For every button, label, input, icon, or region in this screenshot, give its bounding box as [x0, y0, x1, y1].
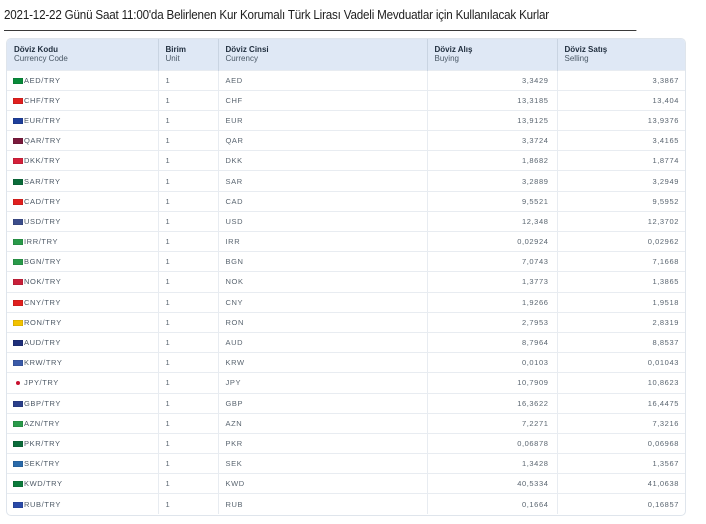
- table-header-row: [7, 39, 686, 70]
- unit-cell: 1: [158, 332, 218, 352]
- buying-cell: 7,0743: [427, 252, 557, 272]
- currency-code-cell: [7, 474, 158, 494]
- currency-code-cell: [7, 454, 158, 474]
- currency-cell: AUD: [218, 332, 427, 352]
- currency-cell: CHF: [218, 90, 427, 110]
- table-row: [7, 171, 686, 191]
- switzerland-flag-icon: [13, 98, 23, 104]
- selling-cell: 12,3702: [557, 211, 686, 231]
- currency-cell: PKR: [218, 433, 427, 453]
- currency-code-cell: [7, 292, 158, 312]
- currency-cell: JPY: [218, 373, 427, 393]
- currency-code: NOK/TRY: [24, 277, 62, 287]
- currency-cell: SAR: [218, 171, 427, 191]
- currency-cell: GBP: [218, 393, 427, 413]
- selling-cell: 3,3867: [557, 70, 686, 90]
- page-title: 2021-12-22 Günü Saat 11:00'da Belirlenen Kur Korumalı Türk Lirası Vadeli Mevduatlar için Kullanılacak Kurlar: [4, 0, 636, 31]
- table-row: [7, 110, 686, 130]
- sweden-flag-icon: [13, 461, 23, 467]
- south-korea-flag-icon: [13, 360, 23, 366]
- exchange-rate-table-panel: [6, 38, 686, 516]
- currency-code: EUR/TRY: [24, 115, 61, 125]
- australia-flag-icon: [13, 340, 23, 346]
- header-currency-code: Döviz Kodu Currency Code: [7, 39, 158, 70]
- buying-cell: 1,9266: [427, 292, 557, 312]
- kuwait-flag-icon: [13, 481, 23, 487]
- table-row: [7, 70, 686, 90]
- currency-code-cell: [7, 171, 158, 191]
- currency-code-cell: [7, 90, 158, 110]
- selling-cell: 1,8774: [557, 151, 686, 171]
- table-row: [7, 292, 686, 312]
- buying-cell: 12,348: [427, 211, 557, 231]
- unit-cell: 1: [158, 474, 218, 494]
- selling-cell: 0,02962: [557, 232, 686, 252]
- currency-code-cell: [7, 191, 158, 211]
- buying-cell: 3,3429: [427, 70, 557, 90]
- unit-cell: 1: [158, 353, 218, 373]
- usa-flag-icon: [13, 219, 23, 225]
- table-row: [7, 151, 686, 171]
- selling-cell: 9,5952: [557, 191, 686, 211]
- currency-cell: QAR: [218, 131, 427, 151]
- selling-cell: 7,3216: [557, 413, 686, 433]
- currency-code-cell: [7, 353, 158, 373]
- currency-cell: AZN: [218, 413, 427, 433]
- currency-code-cell: [7, 272, 158, 292]
- table-row: [7, 191, 686, 211]
- currency-cell: BGN: [218, 252, 427, 272]
- currency-code: PKR/TRY: [24, 438, 61, 448]
- currency-code: KWD/TRY: [24, 479, 63, 489]
- selling-cell: 3,4165: [557, 131, 686, 151]
- buying-cell: 7,2271: [427, 413, 557, 433]
- currency-cell: CAD: [218, 191, 427, 211]
- unit-cell: 1: [158, 413, 218, 433]
- unit-cell: 1: [158, 70, 218, 90]
- table-row: [7, 474, 686, 494]
- currency-code-cell: [7, 131, 158, 151]
- unit-cell: 1: [158, 292, 218, 312]
- table-row: [7, 312, 686, 332]
- currency-code: JPY/TRY: [24, 378, 59, 388]
- currency-code: KRW/TRY: [24, 358, 63, 368]
- currency-cell: RUB: [218, 494, 427, 514]
- exchange-rate-table: [7, 39, 686, 514]
- table-row: [7, 413, 686, 433]
- buying-cell: 0,1664: [427, 494, 557, 514]
- table-row: [7, 90, 686, 110]
- selling-cell: 13,404: [557, 90, 686, 110]
- currency-code-cell: [7, 494, 158, 514]
- canada-flag-icon: [13, 199, 23, 205]
- unit-cell: 1: [158, 151, 218, 171]
- unit-cell: 1: [158, 494, 218, 514]
- currency-code: AED/TRY: [24, 75, 61, 85]
- buying-cell: 1,3773: [427, 272, 557, 292]
- buying-cell: 0,06878: [427, 433, 557, 453]
- table-row: [7, 232, 686, 252]
- table-row: [7, 494, 686, 514]
- bulgaria-flag-icon: [13, 259, 23, 265]
- currency-cell: KWD: [218, 474, 427, 494]
- currency-code-cell: [7, 433, 158, 453]
- buying-cell: 10,7909: [427, 373, 557, 393]
- selling-cell: 0,06968: [557, 433, 686, 453]
- currency-code-cell: [7, 70, 158, 90]
- table-row: [7, 332, 686, 352]
- pakistan-flag-icon: [13, 441, 23, 447]
- selling-cell: 0,16857: [557, 494, 686, 514]
- saudi-arabia-flag-icon: [13, 179, 23, 185]
- unit-cell: 1: [158, 131, 218, 151]
- currency-code: USD/TRY: [24, 216, 61, 226]
- uk-flag-icon: [13, 401, 23, 407]
- currency-code: CAD/TRY: [24, 196, 61, 206]
- table-body: [7, 70, 686, 514]
- buying-cell: 3,2889: [427, 171, 557, 191]
- buying-cell: 40,5334: [427, 474, 557, 494]
- azerbaijan-flag-icon: [13, 421, 23, 427]
- header-selling: Döviz Satış Selling: [564, 45, 608, 64]
- selling-cell: 13,9376: [557, 110, 686, 130]
- currency-code: CHF/TRY: [24, 95, 61, 105]
- currency-code-cell: [7, 332, 158, 352]
- currency-cell: AED: [218, 70, 427, 90]
- currency-code: RON/TRY: [24, 317, 62, 327]
- buying-cell: 16,3622: [427, 393, 557, 413]
- selling-cell: 8,8537: [557, 332, 686, 352]
- iran-flag-icon: [13, 239, 23, 245]
- currency-code-cell: [7, 151, 158, 171]
- currency-cell: IRR: [218, 232, 427, 252]
- russia-flag-icon: [13, 502, 23, 508]
- currency-code: SEK/TRY: [24, 459, 61, 469]
- currency-code: CNY/TRY: [24, 297, 61, 307]
- unit-cell: 1: [158, 110, 218, 130]
- selling-cell: 10,8623: [557, 373, 686, 393]
- unit-cell: 1: [158, 252, 218, 272]
- currency-code: AUD/TRY: [24, 338, 61, 348]
- buying-cell: 3,3724: [427, 131, 557, 151]
- buying-cell: 0,0103: [427, 353, 557, 373]
- unit-cell: 1: [158, 90, 218, 110]
- eu-flag-icon: [13, 118, 23, 124]
- selling-cell: 1,9518: [557, 292, 686, 312]
- currency-code-cell: [7, 312, 158, 332]
- selling-cell: 3,2949: [557, 171, 686, 191]
- unit-cell: 1: [158, 211, 218, 231]
- buying-cell: 9,5521: [427, 191, 557, 211]
- currency-cell: USD: [218, 211, 427, 231]
- selling-cell: 1,3865: [557, 272, 686, 292]
- buying-cell: 13,9125: [427, 110, 557, 130]
- header-unit: Birim Unit: [158, 39, 218, 70]
- currency-code: DKK/TRY: [24, 156, 61, 166]
- selling-cell: 7,1668: [557, 252, 686, 272]
- buying-cell: 13,3185: [427, 90, 557, 110]
- header-currency: Döviz Cinsi Currency: [218, 39, 427, 70]
- romania-flag-icon: [13, 320, 23, 326]
- qatar-flag-icon: [13, 138, 23, 144]
- buying-cell: 1,8682: [427, 151, 557, 171]
- unit-cell: 1: [158, 433, 218, 453]
- unit-cell: 1: [158, 232, 218, 252]
- table-row: [7, 433, 686, 453]
- currency-cell: CNY: [218, 292, 427, 312]
- currency-code-cell: [7, 373, 158, 393]
- currency-code-cell: [7, 110, 158, 130]
- table-row: [7, 272, 686, 292]
- table-row: [7, 211, 686, 231]
- unit-cell: 1: [158, 312, 218, 332]
- unit-cell: 1: [158, 191, 218, 211]
- currency-cell: SEK: [218, 454, 427, 474]
- unit-cell: 1: [158, 171, 218, 191]
- selling-cell: 0,01043: [557, 353, 686, 373]
- currency-code-cell: [7, 252, 158, 272]
- table-row: [7, 393, 686, 413]
- selling-cell: 1,3567: [557, 454, 686, 474]
- currency-code: QAR/TRY: [24, 136, 62, 146]
- table-row: [7, 131, 686, 151]
- unit-cell: 1: [158, 272, 218, 292]
- unit-cell: 1: [158, 393, 218, 413]
- table-row: [7, 373, 686, 393]
- buying-cell: 2,7953: [427, 312, 557, 332]
- buying-cell: 0,02924: [427, 232, 557, 252]
- header-buying: Döviz Alış Buying: [427, 39, 557, 70]
- currency-code-cell: [7, 211, 158, 231]
- japan-flag-icon: [13, 380, 23, 386]
- unit-cell: 1: [158, 454, 218, 474]
- currency-code: AZN/TRY: [24, 418, 61, 428]
- china-flag-icon: [13, 300, 23, 306]
- currency-code-cell: [7, 393, 158, 413]
- buying-cell: 8,7964: [427, 332, 557, 352]
- selling-cell: 41,0638: [557, 474, 686, 494]
- currency-code: IRR/TRY: [24, 237, 59, 247]
- table-row: [7, 252, 686, 272]
- currency-code: RUB/TRY: [24, 499, 61, 509]
- uae-flag-icon: [13, 78, 23, 84]
- table-row: [7, 353, 686, 373]
- currency-cell: DKK: [218, 151, 427, 171]
- selling-cell: 16,4475: [557, 393, 686, 413]
- currency-code: BGN/TRY: [24, 257, 62, 267]
- currency-code: GBP/TRY: [24, 398, 61, 408]
- currency-cell: KRW: [218, 353, 427, 373]
- norway-flag-icon: [13, 279, 23, 285]
- currency-code-cell: [7, 232, 158, 252]
- currency-cell: RON: [218, 312, 427, 332]
- currency-cell: EUR: [218, 110, 427, 130]
- selling-cell: 2,8319: [557, 312, 686, 332]
- currency-code-cell: [7, 413, 158, 433]
- currency-code: SAR/TRY: [24, 176, 61, 186]
- denmark-flag-icon: [13, 158, 23, 164]
- buying-cell: 1,3428: [427, 454, 557, 474]
- unit-cell: 1: [158, 373, 218, 393]
- currency-cell: NOK: [218, 272, 427, 292]
- table-row: [7, 454, 686, 474]
